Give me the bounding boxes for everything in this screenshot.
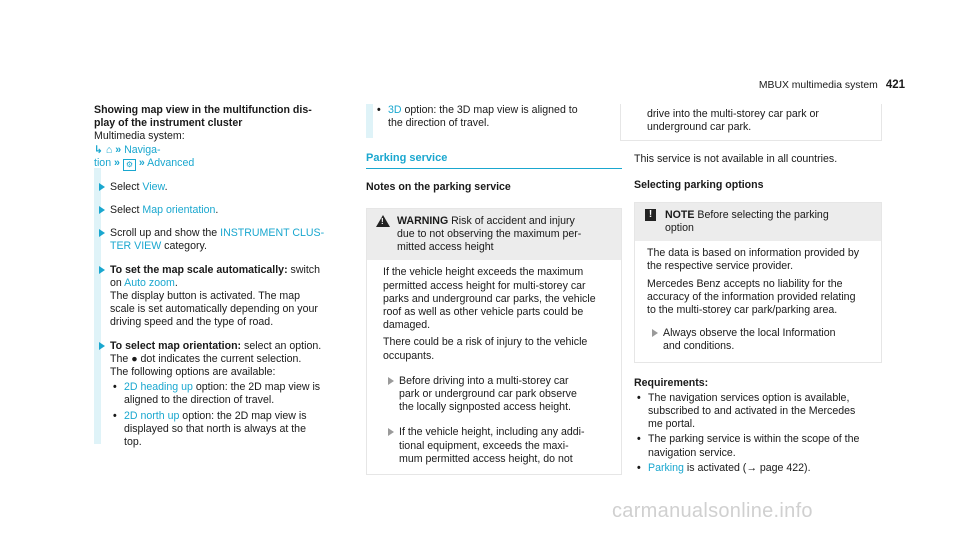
step-instrument-cluster: Scroll up and show the INSTRUMENT CLUS- TER VIEW category. xyxy=(94,227,352,253)
option-2d-heading-up: • 2D heading up option: the 2D map view is aligned to the direction of travel. xyxy=(113,381,321,407)
warning-box xyxy=(366,208,622,475)
note-box xyxy=(634,202,882,363)
notes-heading: Notes on the parking service xyxy=(366,180,511,193)
step-arrow-icon xyxy=(99,183,105,191)
home-icon: ⌂ xyxy=(105,143,113,156)
link-view[interactable]: View xyxy=(142,180,165,193)
option-3d: • 3D option: the 3D map view is aligned to the direction of travel. xyxy=(377,104,578,130)
bullet-icon: • xyxy=(113,381,117,394)
note-step: Always observe the local Information and conditions. xyxy=(647,327,873,353)
bullet-icon: • xyxy=(377,104,381,116)
requirement-item: • The navigation services option is available, subscribed to and activated in the Mercedes me portal. xyxy=(637,391,856,431)
watermark: carmanualsonline.info xyxy=(612,500,813,522)
warning-icon: ! xyxy=(376,215,390,227)
warning-step: Before driving into a multi-storey car park or underground car park observe the locally signposted access height. xyxy=(383,375,613,415)
link-parking[interactable]: Parking xyxy=(648,461,684,474)
step-select-view: Select View. xyxy=(94,181,352,194)
bullet-icon: • xyxy=(637,433,641,446)
menu-path xyxy=(94,144,352,157)
warning-continuation: drive into the multi-storey car park or underground car park. xyxy=(620,104,882,141)
running-header xyxy=(735,79,905,92)
step-arrow-icon xyxy=(99,266,105,274)
note-header: ! NOTE Before selecting the parking option xyxy=(635,203,881,241)
section-heading: Showing map view in the multifunction dis- play of the instrument cluster xyxy=(94,104,312,130)
menu-path-cont xyxy=(94,157,352,171)
column-3 xyxy=(620,104,882,475)
step-map-orientation: Select Map orientation. xyxy=(94,204,352,217)
step-arrow-icon xyxy=(652,329,658,337)
option-2d-north-up: • 2D north up option: the 2D map view is displayed so that north is always at the top. xyxy=(113,409,307,449)
column-1 xyxy=(94,104,352,449)
link-2d-north-up[interactable]: 2D north up xyxy=(124,409,180,422)
note-icon: ! xyxy=(645,209,656,221)
page-number: 421 xyxy=(885,79,905,91)
link-instrument-cluster-cont[interactable]: TER VIEW xyxy=(110,240,162,253)
step-arrow-icon xyxy=(99,342,105,350)
bullet-icon: • xyxy=(637,461,641,474)
warning-header: ! WARNING Risk of accident and injury due to not observing the maximum per- mitted access height xyxy=(367,209,621,261)
link-map-orientation[interactable]: Map orientation xyxy=(142,204,216,217)
link-3d[interactable]: 3D xyxy=(388,104,402,116)
note-body: The data is based on information provided by the respective service provider. Mercedes Benz accepts no liability for the accuracy of the information provided relating to the multi-storey car park/parking area. Always observe the local Information and conditions. xyxy=(635,241,881,361)
header-title: MBUX multimedia system xyxy=(758,80,878,91)
availability-note: This service is not available in all countries. xyxy=(634,153,838,166)
chevron-icon: » xyxy=(138,156,145,169)
step-auto-zoom: To set the map scale automatically: switch on Auto zoom. The display button is activated. The map scale is set automatically depending on your driving speed and the type of road. xyxy=(94,264,352,330)
selecting-heading: Selecting parking options xyxy=(634,178,764,191)
link-2d-heading-up[interactable]: 2D heading up xyxy=(124,381,193,394)
section-title-parking: Parking service xyxy=(366,152,622,168)
bullet-icon: • xyxy=(113,409,117,422)
requirements-list xyxy=(620,392,882,475)
link-instrument-cluster[interactable]: INSTRUMENT CLUS- xyxy=(220,227,325,240)
warning-body: If the vehicle height exceeds the maximum permitted access height for multi-storey car parks and underground car parks, the vehicle roof as well as other vehicle parts could be damaged. There could be a risk of injury to the vehicle occupants. Before driving into a multi-storey car park or underground car park observe the locally signposted access height. If the vehicle height, including any addi- tional equipment, exceeds the maxi- mum permitted access height, do not xyxy=(367,260,621,474)
column-2 xyxy=(366,104,622,475)
step-select-orientation: To select map orientation: select an option. The ● dot indicates the current selection. The following options are available: • 2D heading up option: the 2D map view is aligned to the direction of travel. • 2D north up option: the 2D map view is displayed so that north is always at the top. xyxy=(94,340,352,450)
bullet-icon: • xyxy=(637,391,641,404)
path-navigation[interactable]: Naviga- xyxy=(124,143,161,156)
chevron-icon: » xyxy=(114,156,120,169)
requirement-item: • The parking service is within the scope of the navigation service. xyxy=(637,433,860,459)
link-auto-zoom[interactable]: Auto zoom xyxy=(124,276,175,289)
requirements-heading: Requirements: xyxy=(634,376,709,389)
path-start-icon: ↳ xyxy=(94,143,103,156)
path-advanced[interactable]: Advanced xyxy=(147,156,195,169)
step-arrow-icon xyxy=(388,428,394,436)
system-label: Multimedia system: xyxy=(94,130,185,143)
step-arrow-icon xyxy=(99,206,105,214)
path-navigation-cont[interactable]: tion xyxy=(94,156,112,169)
warning-step: If the vehicle height, including any addi- tional equipment, exceeds the maxi- mum permitted access height, do not xyxy=(383,426,613,466)
requirement-item: • Parking is activated (→ page 422). xyxy=(637,461,811,474)
step-arrow-icon xyxy=(388,377,394,385)
settings-icon: ⚙ xyxy=(123,159,136,171)
step-arrow-icon xyxy=(99,229,105,237)
chevron-icon: » xyxy=(115,143,122,156)
